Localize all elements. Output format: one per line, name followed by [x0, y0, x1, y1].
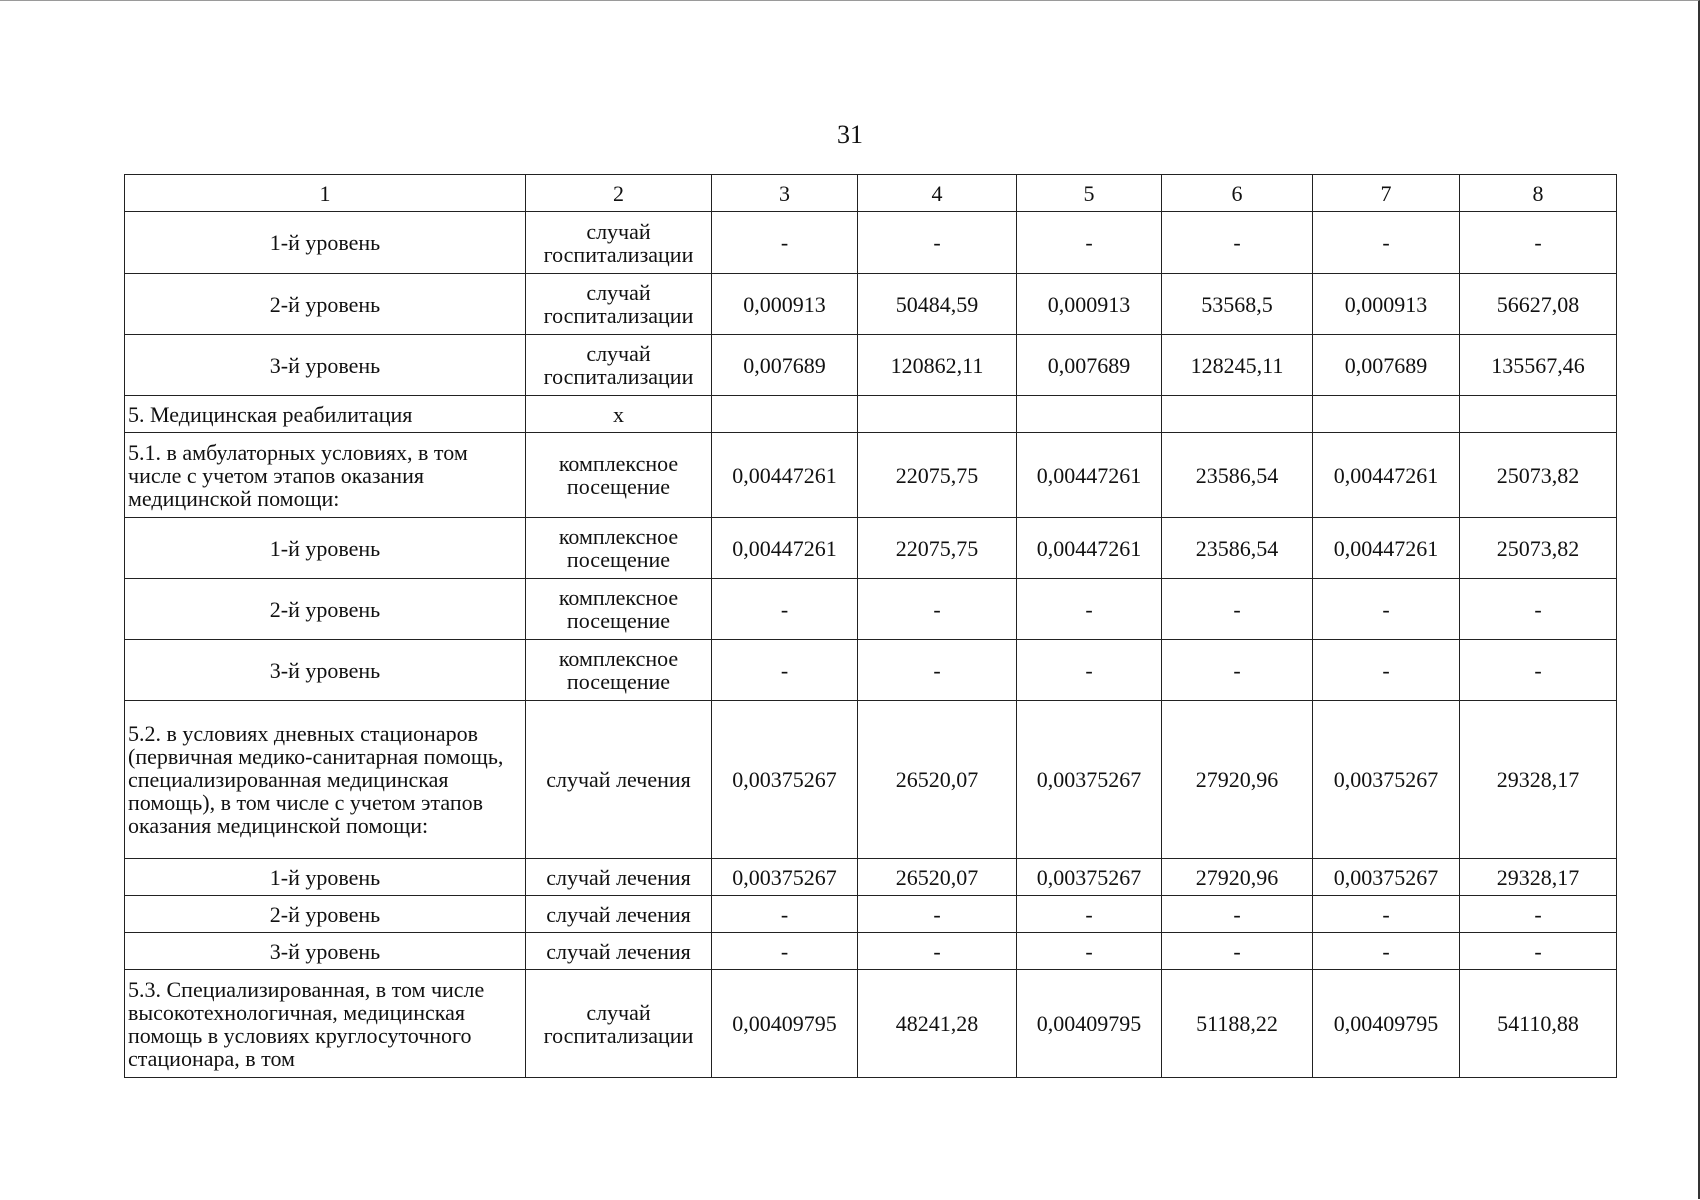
level-label: 1-й уровень [125, 518, 526, 579]
level-row [125, 274, 1617, 335]
value-cell: - [1162, 579, 1313, 640]
rates-table [124, 174, 1617, 1078]
value-cell [1162, 396, 1313, 433]
header-cell: 5 [1017, 175, 1162, 212]
value-cell: - [1162, 212, 1313, 274]
value-cell: 48241,28 [858, 970, 1017, 1078]
value-cell: - [1017, 212, 1162, 274]
unit-cell: х [526, 396, 712, 433]
value-cell: - [1313, 896, 1460, 933]
table-header-row [125, 175, 1617, 212]
value-cell: - [858, 212, 1017, 274]
value-cell: - [858, 896, 1017, 933]
section-label: 5.2. в условиях дневных стационаров (первичная медико-санитарная помощь, специализированная медицинская помощь), в том числе с учетом этапов оказания медицинской помощи: [125, 701, 526, 859]
value-cell: 0,00409795 [1313, 970, 1460, 1078]
value-cell: 0,00409795 [712, 970, 858, 1078]
level-label: 3-й уровень [125, 933, 526, 970]
value-cell: - [1162, 933, 1313, 970]
unit-cell: комплексное посещение [526, 579, 712, 640]
value-cell: 0,00375267 [1313, 701, 1460, 859]
value-cell: 26520,07 [858, 701, 1017, 859]
value-cell: 0,000913 [1313, 274, 1460, 335]
section-row [125, 970, 1617, 1078]
value-cell: 0,00447261 [712, 433, 858, 518]
value-cell: 0,00447261 [712, 518, 858, 579]
value-cell: - [1313, 640, 1460, 701]
unit-cell: случай госпитализации [526, 970, 712, 1078]
value-cell: 23586,54 [1162, 518, 1313, 579]
value-cell: 27920,96 [1162, 859, 1313, 896]
value-cell: 56627,08 [1460, 274, 1617, 335]
unit-cell: случай лечения [526, 701, 712, 859]
value-cell: - [1162, 896, 1313, 933]
value-cell [1017, 396, 1162, 433]
unit-cell: случай лечения [526, 933, 712, 970]
header-cell: 6 [1162, 175, 1313, 212]
value-cell: - [1162, 640, 1313, 701]
value-cell: 0,000913 [1017, 274, 1162, 335]
level-row [125, 933, 1617, 970]
value-cell: 22075,75 [858, 433, 1017, 518]
value-cell: 0,007689 [712, 335, 858, 396]
level-label: 3-й уровень [125, 640, 526, 701]
value-cell: - [1460, 933, 1617, 970]
unit-cell: случай госпитализации [526, 335, 712, 396]
level-label: 2-й уровень [125, 896, 526, 933]
value-cell: 29328,17 [1460, 859, 1617, 896]
value-cell: 27920,96 [1162, 701, 1313, 859]
header-cell: 2 [526, 175, 712, 212]
value-cell: - [712, 212, 858, 274]
value-cell: 50484,59 [858, 274, 1017, 335]
value-cell: 0,000913 [712, 274, 858, 335]
value-cell: 0,00375267 [712, 701, 858, 859]
value-cell [712, 396, 858, 433]
value-cell: 54110,88 [1460, 970, 1617, 1078]
header-cell: 1 [125, 175, 526, 212]
unit-cell: случай госпитализации [526, 274, 712, 335]
header-cell: 8 [1460, 175, 1617, 212]
value-cell: 0,00409795 [1017, 970, 1162, 1078]
level-label: 1-й уровень [125, 859, 526, 896]
value-cell: 0,00375267 [1017, 701, 1162, 859]
value-cell: 0,00447261 [1313, 518, 1460, 579]
value-cell: 0,00447261 [1313, 433, 1460, 518]
value-cell: - [712, 579, 858, 640]
level-row [125, 579, 1617, 640]
value-cell: 0,00375267 [1313, 859, 1460, 896]
value-cell: 22075,75 [858, 518, 1017, 579]
value-cell: 51188,22 [1162, 970, 1313, 1078]
value-cell [1460, 396, 1617, 433]
unit-cell: случай госпитализации [526, 212, 712, 274]
value-cell: - [858, 640, 1017, 701]
value-cell: - [1460, 896, 1617, 933]
section-label: 5.1. в амбулаторных условиях, в том числе с учетом этапов оказания медицинской помощи: [125, 433, 526, 518]
value-cell: 25073,82 [1460, 518, 1617, 579]
value-cell: - [1460, 640, 1617, 701]
unit-cell: комплексное посещение [526, 433, 712, 518]
value-cell: 23586,54 [1162, 433, 1313, 518]
value-cell: 53568,5 [1162, 274, 1313, 335]
section-label: 5. Медицинская реабилитация [125, 396, 526, 433]
value-cell: 26520,07 [858, 859, 1017, 896]
value-cell: 0,00447261 [1017, 433, 1162, 518]
header-cell: 7 [1313, 175, 1460, 212]
header-cell: 4 [858, 175, 1017, 212]
value-cell: 25073,82 [1460, 433, 1617, 518]
section-row [125, 433, 1617, 518]
value-cell: - [712, 640, 858, 701]
page-number: 31 [837, 120, 863, 149]
value-cell: 0,007689 [1017, 335, 1162, 396]
level-label: 2-й уровень [125, 274, 526, 335]
level-row [125, 896, 1617, 933]
value-cell: - [1017, 640, 1162, 701]
value-cell: 0,00375267 [712, 859, 858, 896]
section-row [125, 396, 1617, 433]
value-cell: - [858, 933, 1017, 970]
value-cell: - [712, 896, 858, 933]
value-cell: 120862,11 [858, 335, 1017, 396]
value-cell: - [1017, 579, 1162, 640]
level-row [125, 640, 1617, 701]
value-cell: 0,00375267 [1017, 859, 1162, 896]
level-row [125, 859, 1617, 896]
unit-cell: случай лечения [526, 859, 712, 896]
unit-cell: случай лечения [526, 896, 712, 933]
section-row [125, 701, 1617, 859]
unit-cell: комплексное посещение [526, 518, 712, 579]
level-label: 3-й уровень [125, 335, 526, 396]
value-cell: 29328,17 [1460, 701, 1617, 859]
header-cell: 3 [712, 175, 858, 212]
value-cell [1313, 396, 1460, 433]
value-cell: - [1313, 579, 1460, 640]
value-cell [858, 396, 1017, 433]
value-cell: - [712, 933, 858, 970]
value-cell: - [1313, 933, 1460, 970]
value-cell: 128245,11 [1162, 335, 1313, 396]
value-cell: 0,00447261 [1017, 518, 1162, 579]
value-cell: - [1460, 212, 1617, 274]
value-cell: - [1017, 933, 1162, 970]
value-cell: - [1460, 579, 1617, 640]
value-cell: - [1313, 212, 1460, 274]
value-cell: - [1017, 896, 1162, 933]
level-row [125, 212, 1617, 274]
level-row [125, 335, 1617, 396]
unit-cell: комплексное посещение [526, 640, 712, 701]
level-label: 2-й уровень [125, 579, 526, 640]
value-cell: - [858, 579, 1017, 640]
level-row [125, 518, 1617, 579]
section-label: 5.3. Специализированная, в том числе высокотехнологичная, медицинская помощь в условиях круглосуточного стационара, в том [125, 970, 526, 1078]
value-cell: 135567,46 [1460, 335, 1617, 396]
value-cell: 0,007689 [1313, 335, 1460, 396]
level-label: 1-й уровень [125, 212, 526, 274]
